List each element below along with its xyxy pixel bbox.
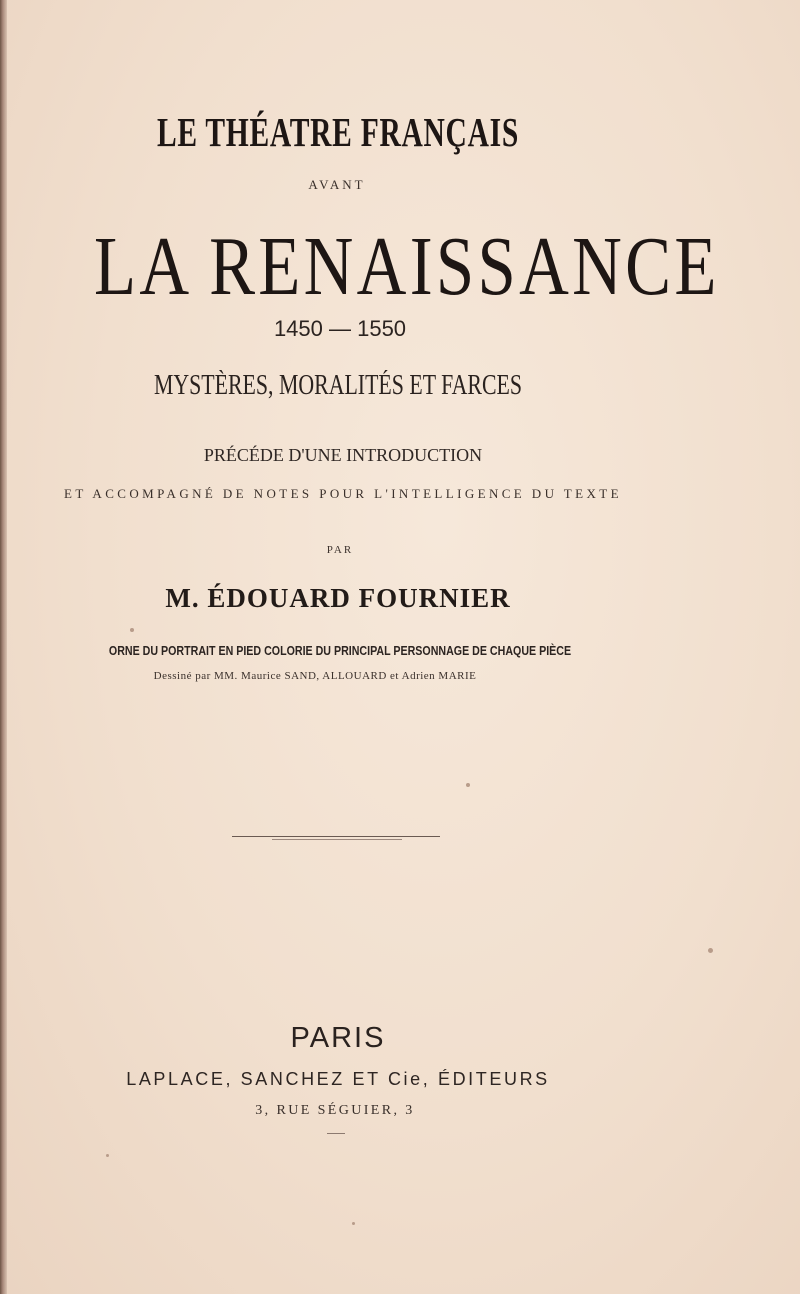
- paper-speck: [130, 628, 134, 632]
- notes-line: ET ACCOMPAGNÉ DE NOTES POUR L'INTELLIGENCE DU TEXTE: [64, 486, 622, 501]
- author-name: M. ÉDOUARD FOURNIER: [165, 583, 511, 613]
- ornamental-rule: [232, 836, 440, 837]
- imprint-address: 3, RUE SÉGUIER, 3: [255, 1103, 415, 1118]
- avant-label: AVANT: [308, 177, 366, 192]
- paper-speck: [466, 783, 470, 787]
- paper-speck: [352, 1222, 355, 1225]
- imprint-city: PARIS: [290, 1022, 386, 1054]
- paper-speck: [708, 948, 713, 953]
- subtitle: MYSTÈRES, MORALITÉS ET FARCES: [153, 370, 523, 401]
- date-range: 1450 — 1550: [273, 316, 407, 341]
- imprint-publisher: LAPLACE, SANCHEZ ET Cie, ÉDITEURS: [126, 1069, 550, 1089]
- book-binding-edge: [0, 0, 7, 1294]
- introduction-note: PRÉCÉDE D'UNE INTRODUCTION: [203, 445, 483, 465]
- illustrators-line: Dessiné par MM. Maurice SAND, ALLOUARD et Adrien MARIE: [153, 670, 477, 682]
- paper-speck: [106, 1154, 109, 1157]
- illustration-note: ORNE DU PORTRAIT EN PIED COLORIE DU PRINCIPAL PERSONNAGE DE CHAQUE PIÈCE: [108, 643, 572, 658]
- title-top: LE THÉATRE FRANÇAIS: [156, 109, 519, 155]
- main-title: LA RENAISSANCE: [94, 220, 720, 313]
- short-rule: [327, 1133, 345, 1134]
- par-label: PAR: [326, 544, 354, 556]
